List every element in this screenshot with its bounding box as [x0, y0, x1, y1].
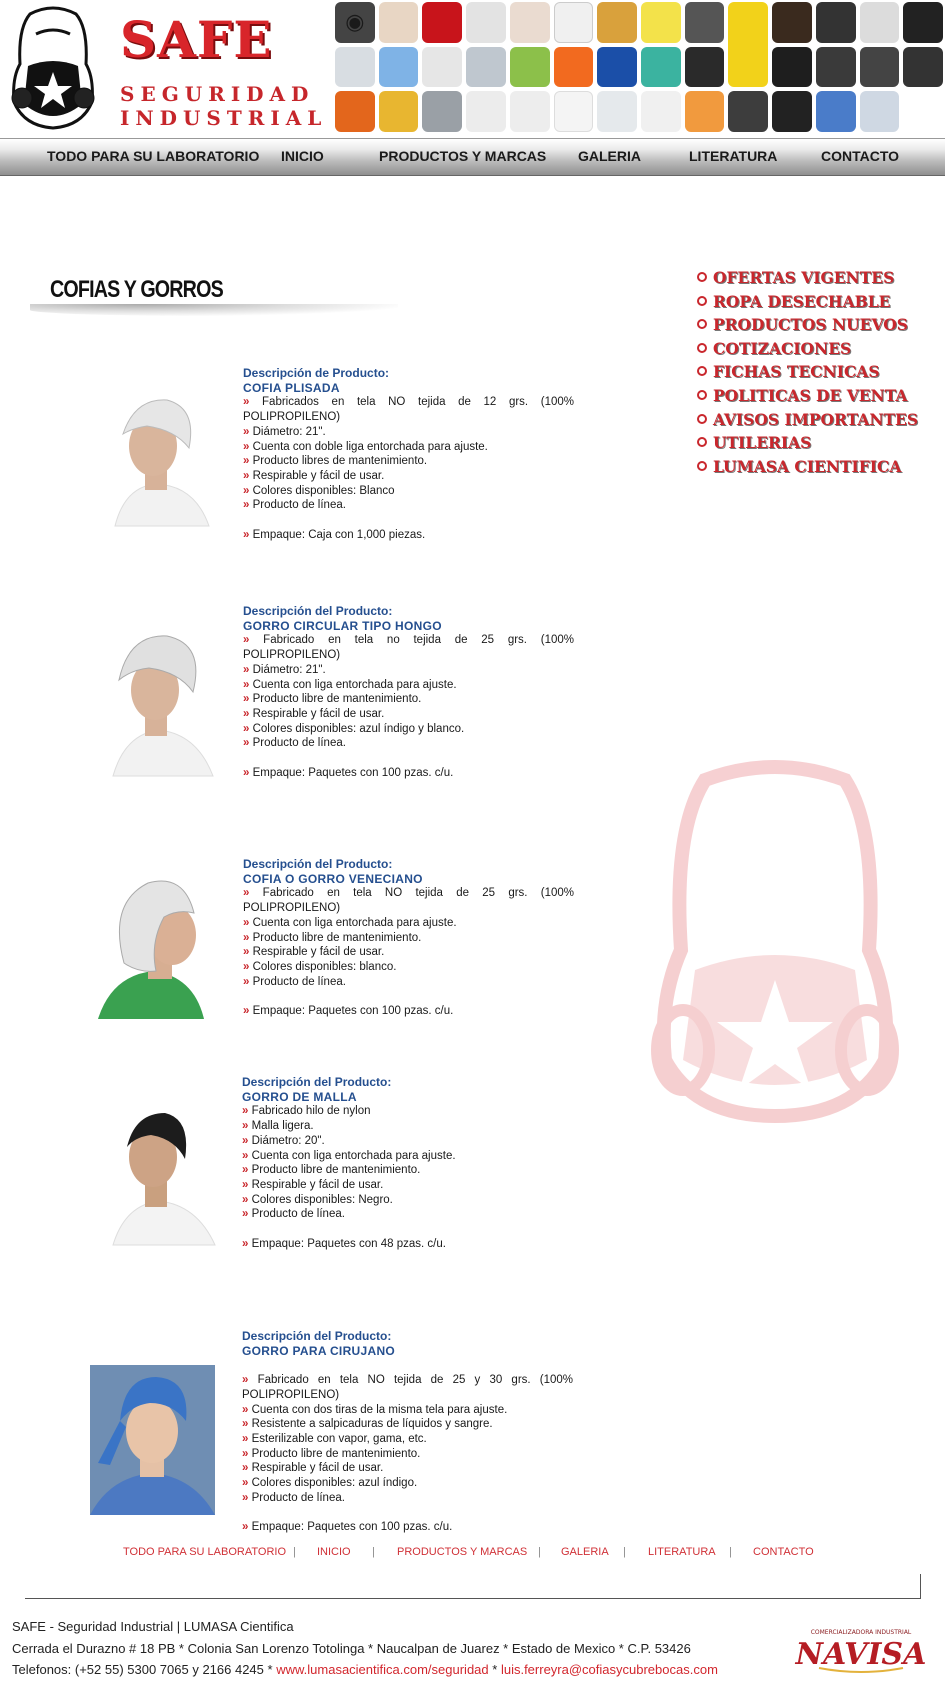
nav-galeria[interactable]: GALERIA [578, 148, 641, 164]
product-packaging: » Empaque: Paquetes con 100 pzas. c/u. [243, 766, 574, 781]
brand-name: SAFE [120, 10, 273, 69]
product-photo-image [98, 873, 218, 1019]
mask-person-image [510, 2, 550, 43]
brand-subtitle-line: SEGURIDAD [120, 82, 315, 106]
cap-person-image [466, 2, 506, 43]
product-feature: » Fabricado en tela no tejida de 25 grs. (100% POLIPROPILENO) [243, 633, 574, 662]
sidebar-item-avisos[interactable] [697, 408, 942, 432]
dust-mask-image [422, 47, 462, 88]
black-boots-image [685, 47, 725, 88]
pvc-boot-image [860, 47, 900, 88]
product-description [243, 857, 574, 1019]
spectacles-image [641, 91, 681, 132]
brand-subtitle-line: INDUSTRIAL [120, 106, 328, 130]
product-description [242, 1329, 573, 1535]
footer-address: Cerrada el Durazno # 18 PB * Colonia San Lorenzo Totolinga * Naucalpan de Juarez * Estado de Mexico * C.P. 53426 [12, 1641, 691, 1656]
half-mask-image [685, 2, 725, 43]
product-feature: » Cuenta con liga entorchada para ajuste. [242, 1149, 573, 1164]
face-shield-image [860, 91, 900, 132]
rubber-boots-image [772, 91, 812, 132]
product-label: Descripción de Producto: [243, 366, 390, 380]
product-label: Descripción del Producto: [243, 857, 393, 871]
product-feature: » Colores disponibles: Blanco [243, 484, 574, 499]
product-feature: » Producto libres de mantenimiento. [243, 454, 574, 469]
corded-earplugs-image [685, 91, 725, 132]
product-label: Descripción del Producto: [242, 1329, 392, 1343]
footer-divider [25, 1598, 921, 1599]
sidebar-item-fichas-tecnicas[interactable] [697, 360, 942, 384]
footer-nav [100, 1546, 860, 1562]
page-title: COFIAS Y GORROS [50, 276, 223, 303]
valve-mask-image [510, 91, 550, 132]
rubber-boot-image [816, 47, 856, 88]
product-feature: » Fabricado en tela NO tejida de 25 y 30 grs. (100% POLIPROPILENO) [242, 1373, 573, 1402]
blue-glasses-image [816, 91, 856, 132]
product-feature: » Respirable y fácil de usar. [242, 1178, 573, 1193]
product-feature: » Fabricados en tela NO tejida de 12 grs. (100% POLIPROPILENO) [243, 395, 574, 424]
shoe-covers-image [379, 47, 419, 88]
yellow-raincoat-image [728, 2, 768, 87]
footer-nav-inicio[interactable]: INICIO [317, 1546, 351, 1558]
product-name: COFIA O GORRO VENECIANO [243, 871, 423, 886]
product-feature: » Cuenta con dos tiras de la misma tela para ajuste. [242, 1403, 573, 1418]
gas-mask-watermark-icon [655, 760, 895, 1120]
product-packaging: » Empaque: Paquetes con 100 pzas. c/u. [243, 1004, 574, 1019]
sidebar-links [697, 266, 942, 478]
footer-separator: | [623, 1546, 626, 1558]
nav-inicio[interactable]: INICIO [281, 148, 324, 164]
bullet-icon [697, 296, 707, 306]
product-label: Descripción del Producto: [243, 604, 393, 618]
bullet-icon [697, 366, 707, 376]
footer-nav-galeria[interactable]: GALERIA [561, 1546, 609, 1558]
product-feature: » Colores disponibles: Negro. [242, 1193, 573, 1208]
clear-goggles-image [597, 91, 637, 132]
product-feature: » Respirable y fácil de usar. [243, 945, 574, 960]
nitrile-gloves-image [641, 47, 681, 88]
footer-divider [920, 1574, 921, 1599]
nav-literatura[interactable]: LITERATURA [689, 148, 778, 164]
product-photo-image [105, 630, 213, 776]
safety-vest-image [554, 47, 594, 88]
earplugs-image [641, 2, 681, 43]
nav-productos-marcas[interactable]: PRODUCTOS Y MARCAS [379, 148, 547, 164]
welding-helmet-image [728, 91, 768, 132]
main-nav [0, 138, 945, 176]
full-face-respirator-image: ◉ [335, 2, 375, 43]
product-name: GORRO PARA CIRUJANO [242, 1343, 396, 1358]
site-header [0, 0, 945, 136]
product-label: Descripción del Producto: [242, 1075, 392, 1089]
leather-gloves-image [379, 91, 419, 132]
product-feature: » Colores disponibles: azul índigo. [242, 1476, 573, 1491]
goggles-image [335, 47, 375, 88]
sidebar-item-ropa-desechable[interactable] [697, 290, 942, 314]
footer-website-link[interactable]: www.lumasacientifica.com/seguridad [276, 1662, 489, 1677]
navisa-caption: COMERCIALIZADORA INDUSTRIAL [810, 1629, 912, 1636]
product-description [243, 604, 574, 780]
product-feature: » Diámetro: 21". [243, 425, 574, 440]
sidebar-item-label: POLITICAS DE VENTA [713, 385, 908, 405]
bullet-icon [697, 272, 707, 282]
product-feature: » Cuenta con liga entorchada para ajuste. [243, 678, 574, 693]
product-feature: » Producto libre de mantenimiento. [242, 1163, 573, 1178]
product-feature: » Producto de línea. [243, 975, 574, 990]
product-feature: » Producto libre de mantenimiento. [243, 931, 574, 946]
footer-nav-productos-marcas[interactable]: PRODUCTOS Y MARCAS [397, 1546, 528, 1558]
gas-mask-logo-icon[interactable] [10, 6, 96, 130]
coverall-image [554, 2, 594, 43]
product-feature: » Producto libre de mantenimiento. [242, 1447, 573, 1462]
footer-nav-contacto[interactable]: CONTACTO [753, 1546, 814, 1558]
product-feature: » Producto de línea. [242, 1491, 573, 1506]
sidebar-item-label: PRODUCTOS NUEVOS [713, 315, 908, 335]
bullet-icon [697, 437, 707, 447]
footer-separator: | [293, 1546, 296, 1558]
footer-nav-literatura[interactable]: LITERATURA [648, 1546, 716, 1558]
bullet-icon [697, 414, 707, 424]
footer-nav-todo-laboratorio[interactable]: TODO PARA SU LABORATORIO [123, 1546, 287, 1558]
face-mask-person-image [379, 2, 419, 43]
boot-image [903, 2, 943, 43]
footer-email-link[interactable]: luis.ferreyra@cofiasycubrebocas.com [500, 1662, 718, 1677]
work-boots-image [772, 2, 812, 43]
sidebar-item-lumasa[interactable] [697, 455, 942, 479]
product-feature: » Colores disponibles: azul índigo y blanco. [243, 722, 574, 737]
sidebar-item-cotizaciones[interactable] [697, 337, 942, 361]
product-name: GORRO CIRCULAR TIPO HONGO [243, 618, 442, 633]
product-feature: » Esterilizable con vapor, gama, etc. [242, 1432, 573, 1447]
hard-hat-image [597, 47, 637, 88]
product-feature: » Resistente a salpicaduras de líquidos y sangre. [242, 1417, 573, 1432]
product-packaging: » Empaque: Paquetes con 100 pzas. c/u. [242, 1520, 573, 1535]
footer-separator: | [372, 1546, 375, 1558]
product-photo-image [90, 1365, 215, 1515]
navisa-logo-icon[interactable] [795, 1626, 927, 1674]
footer-separator: | [538, 1546, 541, 1558]
sidebar-item-label: COTIZACIONES [713, 338, 852, 358]
product-photo-image [105, 390, 209, 526]
orange-gloves-image [335, 91, 375, 132]
product-packaging: » Empaque: Caja con 1,000 piezas. [243, 528, 574, 543]
sidebar-item-label: ROPA DESECHABLE [713, 291, 891, 311]
footer-contact [12, 1662, 718, 1677]
bullet-icon [697, 343, 707, 353]
boots-image [816, 2, 856, 43]
product-feature: » Producto libre de mantenimiento. [243, 692, 574, 707]
product-feature: » Respirable y fácil de usar. [243, 707, 574, 722]
white-boots-image [860, 2, 900, 43]
product-feature: » Fabricado en tela NO tejida de 25 grs. (100% POLIPROPILENO) [243, 886, 574, 915]
navisa-name: NAVISA [795, 1637, 927, 1672]
footer-separator: | [729, 1546, 732, 1558]
sidebar-item-label: AVISOS IMPORTANTES [713, 409, 919, 429]
product-photo-image [105, 1105, 215, 1245]
white-hard-hat-image [554, 91, 594, 132]
footer-company: SAFE - Seguridad Industrial | LUMASA Cientifica [12, 1619, 294, 1634]
ear-muffs-image [422, 2, 462, 43]
green-gloves-image [510, 47, 550, 88]
product-feature: » Colores disponibles: blanco. [243, 960, 574, 975]
product-feature: » Diámetro: 20". [242, 1134, 573, 1149]
sidebar-item-label: UTILERIAS [713, 433, 812, 453]
sidebar-item-label: FICHAS TECNICAS [713, 362, 880, 382]
gloves-image [597, 2, 637, 43]
product-name: COFIA PLISADA [243, 380, 340, 395]
sidebar-item-label: OFERTAS VIGENTES [713, 268, 895, 287]
product-feature: » Diámetro: 21". [243, 663, 574, 678]
product-feature: » Malla ligera. [242, 1119, 573, 1134]
product-name: GORRO DE MALLA [242, 1089, 357, 1104]
dark-boot-image [772, 47, 812, 88]
sidebar-item-utilerias[interactable] [697, 431, 942, 455]
safety-glasses-image [466, 47, 506, 88]
bullet-icon [697, 390, 707, 400]
sidebar-item-productos-nuevos[interactable] [697, 313, 942, 337]
product-feature: » Respirable y fácil de usar. [242, 1461, 573, 1476]
footer-phones: Telefonos: (+52 55) 5300 7065 y 2166 4245 * [12, 1662, 273, 1677]
product-feature: » Producto de línea. [243, 736, 574, 751]
sidebar-item-ofertas[interactable] [697, 266, 942, 290]
product-feature: » Respirable y fácil de usar. [243, 469, 574, 484]
n95-mask-image [466, 91, 506, 132]
brand-subtitle [120, 82, 328, 130]
page-title-box [30, 270, 398, 318]
sidebar-item-label: LUMASA CIENTIFICA [713, 456, 902, 476]
product-packaging: » Empaque: Paquetes con 48 pzas. c/u. [242, 1237, 573, 1252]
nav-contacto[interactable]: CONTACTO [821, 148, 900, 164]
product-description [243, 366, 574, 542]
product-feature: » Cuenta con doble liga entorchada para ajuste. [243, 440, 574, 455]
sidebar-item-politicas-venta[interactable] [697, 384, 942, 408]
nav-todo-laboratorio[interactable]: TODO PARA SU LABORATORIO [47, 148, 260, 164]
product-description [242, 1075, 573, 1251]
product-feature: » Fabricado hilo de nylon [242, 1104, 573, 1119]
title-underline [30, 304, 398, 316]
bullet-icon [697, 319, 707, 329]
safety-products-collage [335, 2, 943, 132]
product-feature: » Producto de línea. [242, 1207, 573, 1222]
footer-separator: * [492, 1662, 498, 1677]
product-feature: » Cuenta con liga entorchada para ajuste. [243, 916, 574, 931]
product-feature: » Producto de línea. [243, 498, 574, 513]
boots-pair-image [903, 47, 943, 88]
bullet-icon [697, 461, 707, 471]
respirator-image [422, 91, 462, 132]
